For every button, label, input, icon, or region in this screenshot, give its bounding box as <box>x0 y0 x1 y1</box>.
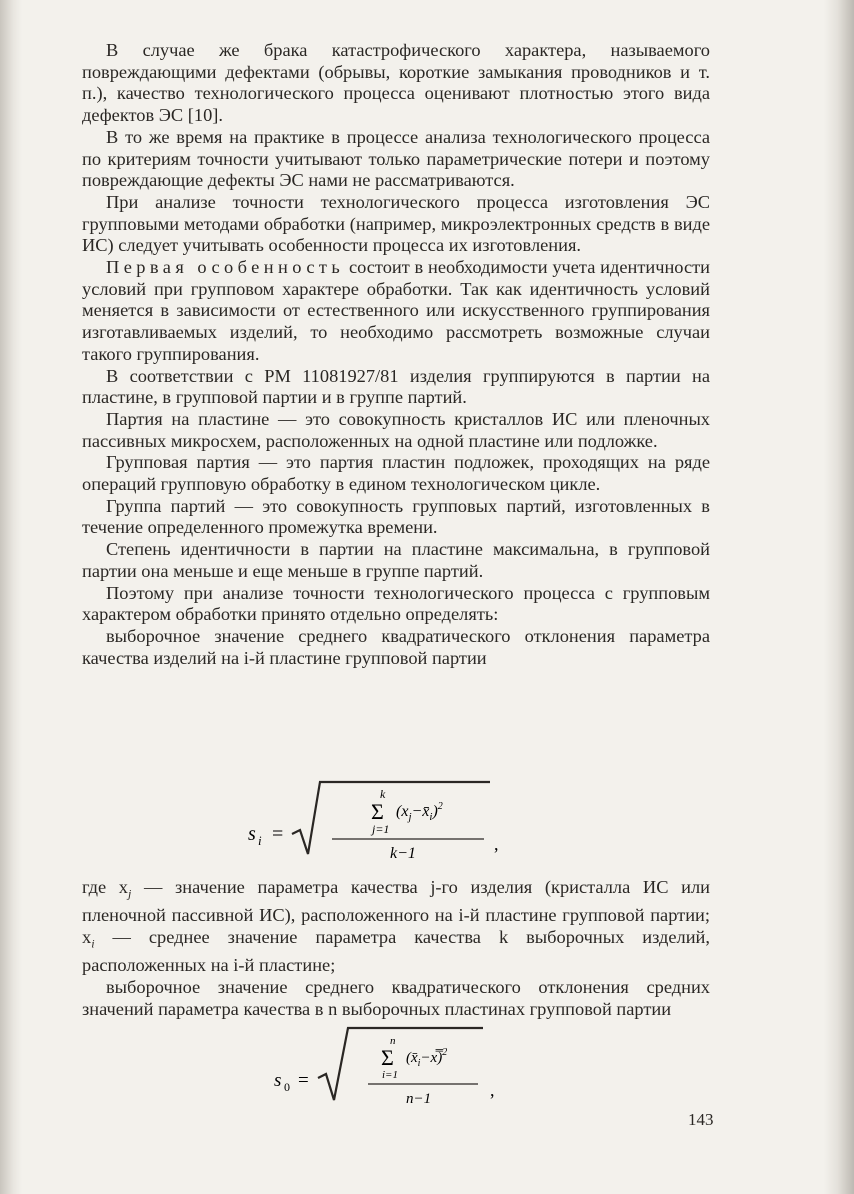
formula1-sum-top: k <box>380 787 386 801</box>
formula2-denominator: n−1 <box>406 1091 432 1107</box>
where-paragraph: где $x_j$ — значение параметра качества j-го изделия (кристалла ИС или пленочной пассивной ИС), расположенного на i-й пластине групповой партии; $x_i$ — среднее значение параметра качества k выборочных изделий, расположенных на i-й пластине; <box>82 877 710 976</box>
formula1-lhs: s <box>248 823 256 845</box>
emphasis-lead: Первая особенность <box>106 257 345 278</box>
paragraph-9: Степень идентичности в партии на пластине максимальна, в групповой партии она меньше и еще меньше в группе партий. <box>82 539 710 581</box>
formula-s0 <box>268 1022 518 1112</box>
paragraph-7: Групповая партия — это партия пластин подложек, проходящих на ряде операций групповую обработку в едином технологическом цикле. <box>82 452 710 495</box>
formula2-eq: = <box>298 1070 309 1091</box>
formula1-eq: = <box>272 823 284 845</box>
paragraph-5: В соответствии с РМ 11081927/81 изделия группируются в партии на пластине, в групповой партии и в группе партий. <box>82 365 710 408</box>
formula1-term: $(x_j-x̄_i)^2$ <box>396 801 443 823</box>
formula1-radical <box>292 782 490 854</box>
formula2-lhs: s <box>274 1070 282 1091</box>
formula2-term: $(x̄_i-x̿)^2$ <box>406 1047 448 1069</box>
paragraph-10: Поэтому при анализе точности технологического процесса с групповым характером обработки принято отдельно определять: <box>82 582 710 625</box>
body-text <box>82 40 710 669</box>
paragraph-12: выборочное значение среднего квадратического отклонения средних значений параметра качества в n выборочных пластинах групповой партии <box>82 977 710 1019</box>
formula1-denominator: k−1 <box>390 845 416 862</box>
paragraph-1: В случае же брака катастрофического характера, называемого повреждающими дефектами (обрывы, короткие замыкания проводников и т. п.), качество технологического процесса оценивают плотностью этого вида дефектов ЭС [10]. <box>82 40 710 126</box>
page-number: 143 <box>688 1110 714 1129</box>
formula1-sigma: Σ <box>371 799 384 824</box>
where-block <box>82 877 710 1021</box>
formula1-sum-bottom: j=1 <box>372 822 390 836</box>
paragraph-2: В то же время на практике в процессе анализа технологического процесса по критериям точности учитывают только параметрические потери и поэтому повреждающие дефекты ЭС нами не рассматриваются. <box>82 126 710 191</box>
formula1-lhs-sub: i <box>258 833 262 848</box>
paragraph-4 <box>82 257 710 366</box>
page-edge-shadow <box>824 0 854 1194</box>
formula2-sum-top: n <box>390 1035 396 1047</box>
paragraph-4-rest: состоит в необходимости учета идентичности условий при групповом характере обработки. Так как идентичность условий меняется в зависимости от естественного или искусственного группирования изготавливаемых изделий, то необходимо рассмотреть возможные случаи такого группирования. <box>82 257 710 364</box>
paragraph-8: Группа партий — это совокупность групповых партий, изготовленных в течение определенного промежутка времени. <box>82 495 710 538</box>
formula2-radical <box>318 1028 483 1100</box>
page-gutter-shadow <box>0 0 22 1194</box>
formula2-lhs-sub: 0 <box>284 1080 290 1094</box>
paragraph-11: выборочное значение среднего квадратического отклонения параметра качества изделий на i-й пластине групповой партии <box>82 625 710 668</box>
paragraph-3: При анализе точности технологического процесса изготовления ЭС групповыми методами обработки (например, микроэлектронных средств в виде ИС) следует учитывать особенности процесса их изготовления. <box>82 191 710 256</box>
formula2-sum-bottom: i=1 <box>382 1069 398 1081</box>
formula-si <box>240 776 520 872</box>
formula1-trail: , <box>494 834 499 854</box>
formula2-trail: , <box>490 1080 495 1100</box>
formula2-sigma: Σ <box>381 1045 394 1070</box>
paragraph-6: Партия на пластине — это совокупность кристаллов ИС или пленочных пассивных микросхем, расположенных на одной пластине или подложке. <box>82 408 710 451</box>
